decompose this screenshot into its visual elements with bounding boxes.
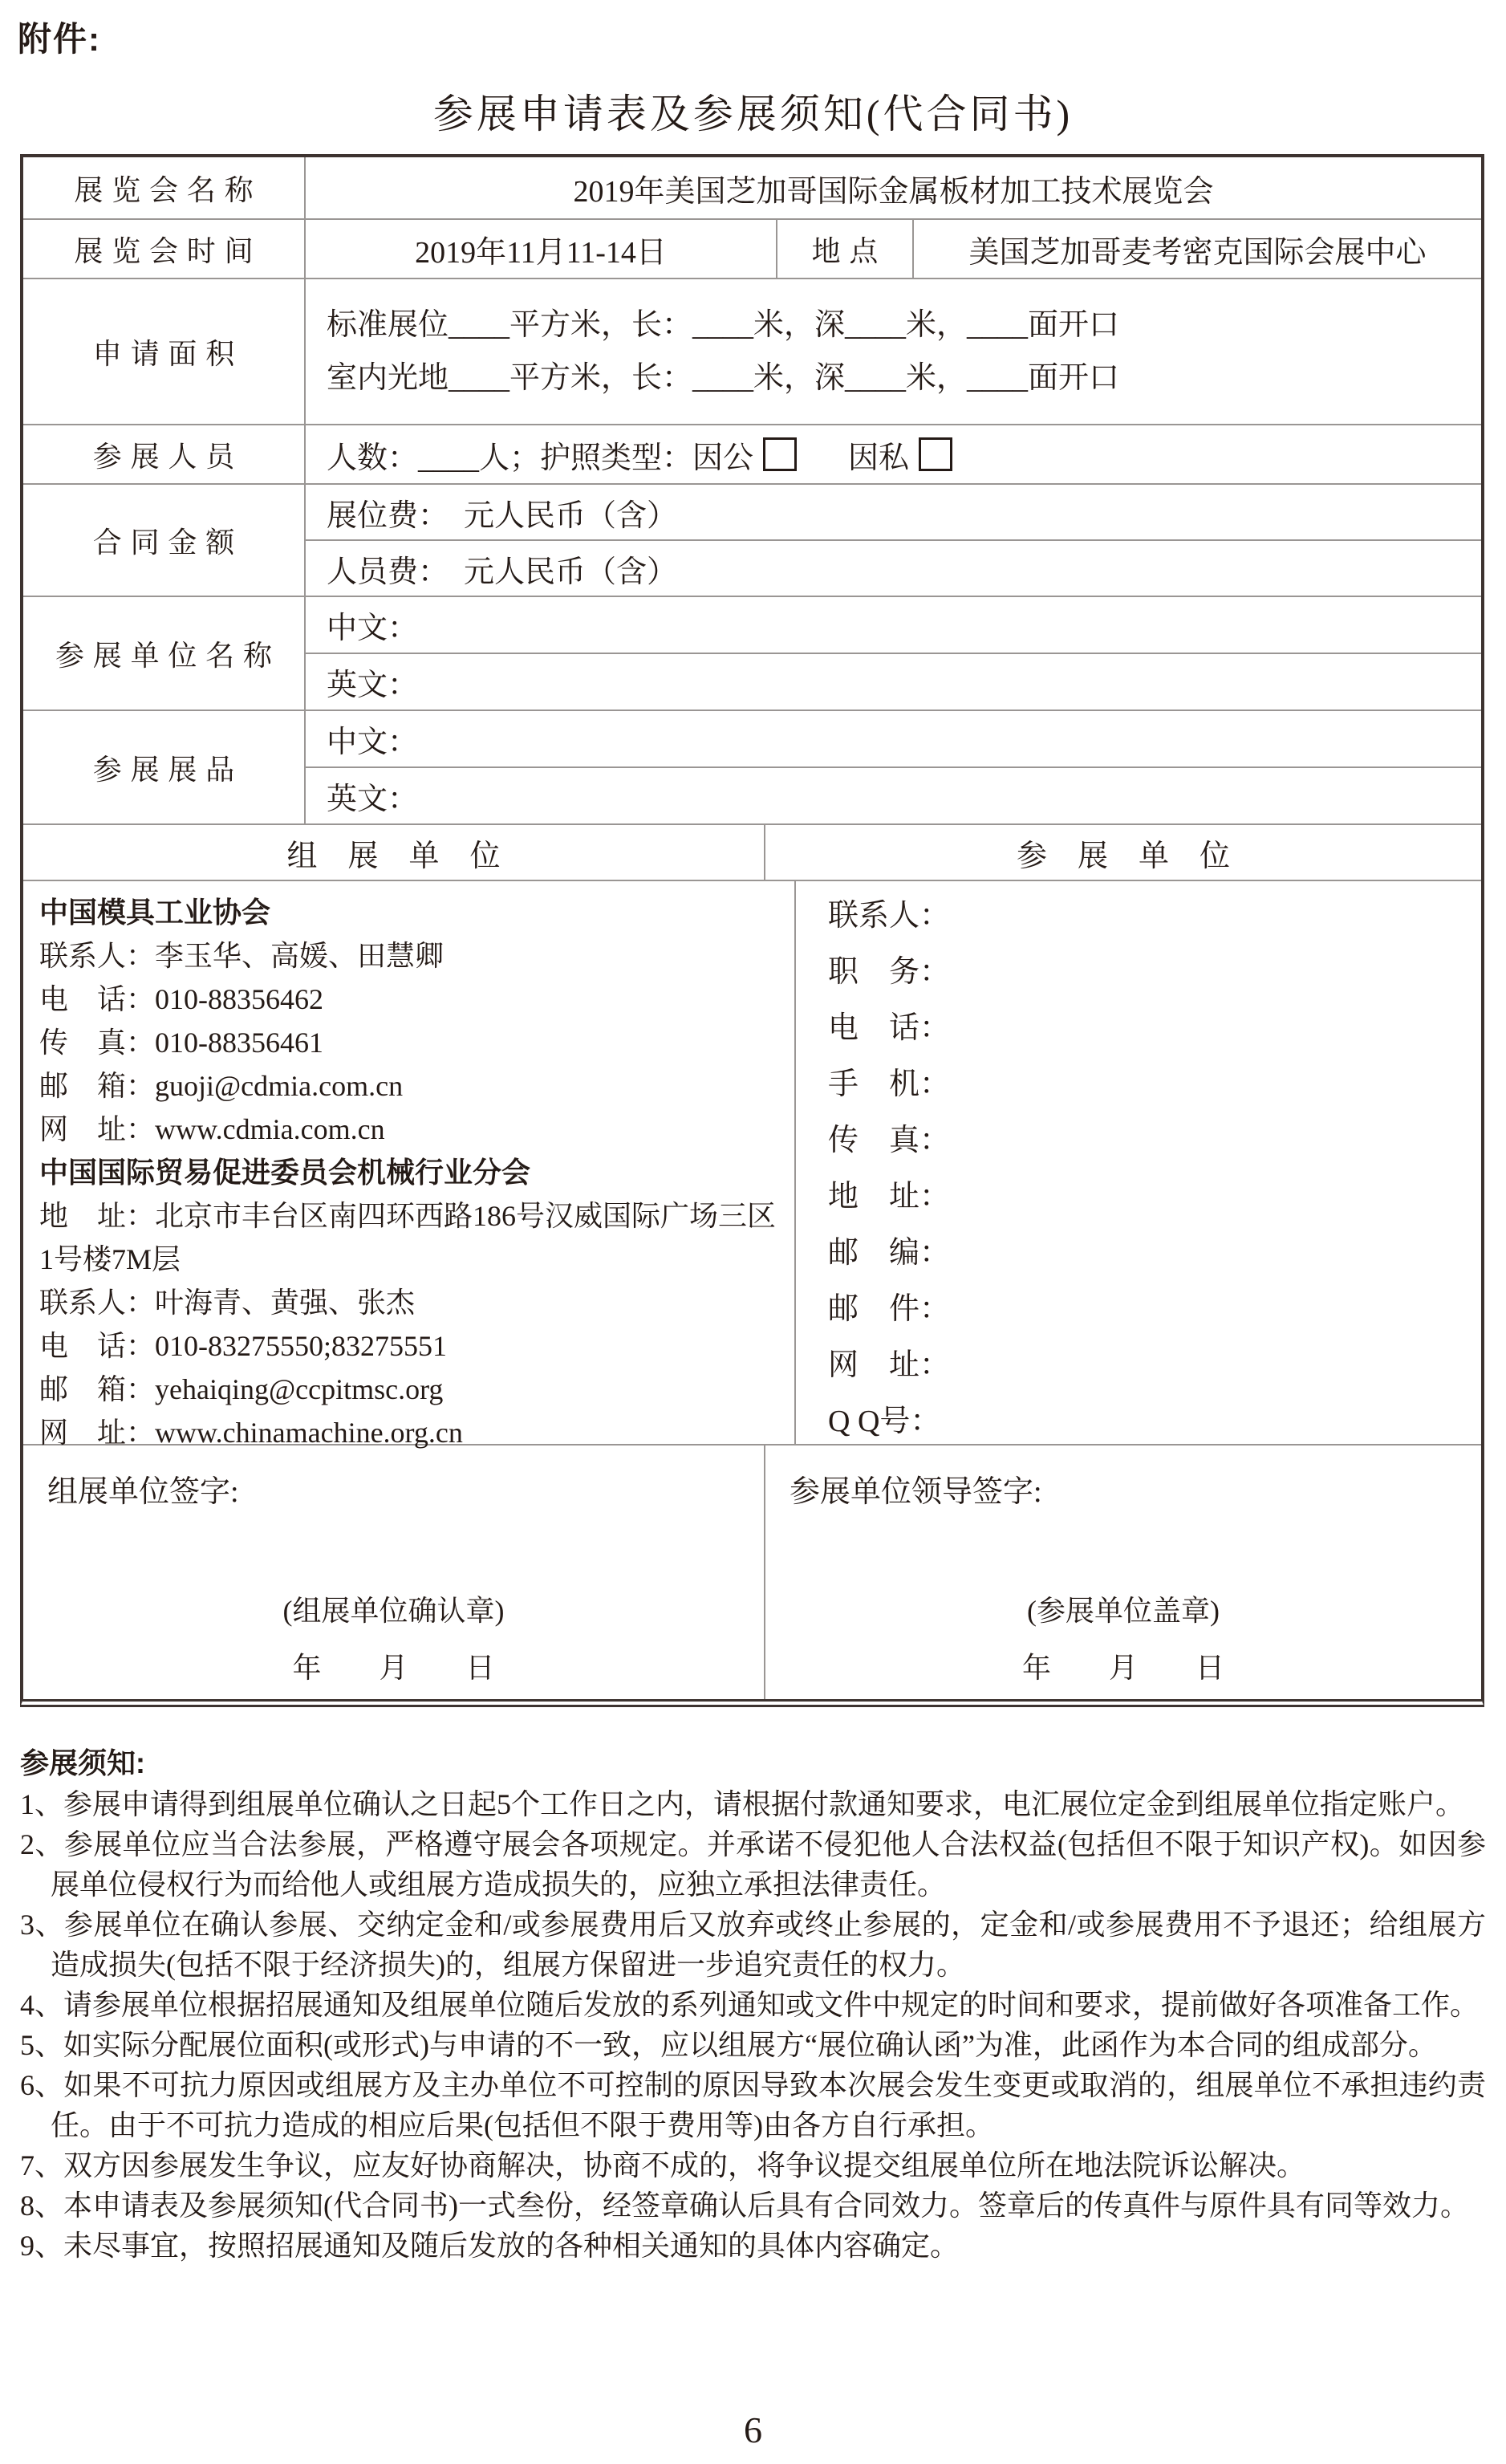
- row-exhibits: [23, 710, 1481, 823]
- exhibitor-field-fax: 传 真：: [828, 1124, 951, 1157]
- notice-item: 6、如果不可抗力原因或组展方及主办单位不可控制的原因导致本次展会发生变更或取消的，组展单位不承担违约责任。由于不可抗力造成的相应后果(包括但不限于费用等)由各方自行承担。: [20, 2069, 1486, 2141]
- page-number: 6: [744, 2409, 762, 2450]
- notice-item: 9、未尽事宜，按照招展通知及随后发放的各种相关通知的具体内容确定。: [20, 2230, 960, 2262]
- organizer-info-line: 网 址：www.chinamachine.org.cn: [39, 1417, 463, 1449]
- organizer-info-line: 电 话：010-83275550;83275551: [39, 1330, 447, 1362]
- organizer-signature-label: 组展单位签字:: [47, 1475, 239, 1509]
- exhibits-english: 英文：: [306, 766, 1481, 823]
- organizer-name-2: 中国国际贸易促进委员会机械行业分会: [39, 1156, 531, 1189]
- exhibition-time-value: 2019年11月11-14日: [304, 220, 776, 278]
- organizer-info-line: 邮 箱：guoji@cdmia.com.cn: [39, 1070, 404, 1102]
- notice-item: 5、如实际分配展位面积(或形式)与申请的不一致，应以组展方“展位确认函”为准，此函作为本合同的组成部分。: [20, 2029, 1437, 2061]
- passport-private-label: 因私: [848, 441, 910, 475]
- exhibition-time-label: 展览会时间: [74, 234, 262, 267]
- notice-title: 参展须知:: [20, 1746, 145, 1779]
- page-title: 参展申请表及参展须知(代合同书): [432, 91, 1074, 136]
- passport-private-checkbox: [919, 437, 952, 471]
- exhibitor-field-email: 邮 件：: [828, 1292, 951, 1326]
- booth-fee-line: 展位费： 元人民币（含）: [327, 498, 678, 533]
- row-section-headers: [23, 823, 1481, 880]
- exhibits-label: 参展展品: [92, 753, 243, 786]
- notice-item: 4、请参展单位根据招展通知及组展单位随后发放的系列通知或文件中规定的时间和要求，提前做好各项准备工作。: [20, 1989, 1480, 2021]
- application-form-table: [20, 154, 1484, 1707]
- organizer-stamp-note: (组展单位确认章): [282, 1595, 505, 1627]
- organizer-info-line: 联系人：叶海青、黄强、张杰: [39, 1287, 416, 1319]
- company-name-values: [304, 597, 1481, 710]
- exhibits-chinese: 中文：: [327, 726, 419, 759]
- passport-official-label: 因公: [692, 441, 754, 475]
- organizer-info-line: 邮 箱：yehaiqing@ccpitmsc.org: [39, 1373, 444, 1405]
- exhibitor-field-address: 地 址：: [828, 1180, 951, 1214]
- applied-area-value: [304, 279, 1481, 424]
- company-name-english: 英文：: [306, 653, 1481, 710]
- exhibits-values: [304, 711, 1481, 823]
- row-contract-amount: [23, 483, 1481, 596]
- row-exhibition-time: [23, 218, 1481, 278]
- exhibitor-field-qq: Q Q号：: [828, 1405, 941, 1438]
- location-value: 美国芝加哥麦考密克国际会展中心: [912, 220, 1481, 278]
- exhibition-name-label: 展览会名称: [74, 173, 262, 206]
- contract-amount-label: 合同金额: [92, 526, 243, 559]
- exhibition-name-value: 2019年美国芝加哥国际金属板材加工技术展览会: [304, 157, 1481, 218]
- organizer-signature-block: [23, 1445, 764, 1699]
- notice-item: 1、参展申请得到组展单位确认之日起5个工作日之内，请根据付款通知要求，电汇展位定金到组展单位指定账户。: [20, 1788, 1465, 1820]
- row-exhibition-name: [23, 157, 1481, 218]
- exhibitor-stamp-note: (参展单位盖章): [1027, 1595, 1220, 1627]
- exhibitor-field-website: 网 址：: [828, 1348, 951, 1382]
- raw-space-line: 室内光地____平方米，长：____米，深____米，____面开口: [327, 361, 1120, 395]
- applied-area-label: 申请面积: [92, 337, 243, 370]
- exhibitor-field-zip: 邮 编：: [828, 1236, 951, 1270]
- personnel-count-text: 人数：____人；护照类型：: [327, 441, 693, 475]
- personnel-value: [304, 425, 1481, 483]
- row-signatures: [23, 1444, 1481, 1699]
- exhibitor-signature-block: [764, 1445, 1481, 1699]
- exhibitor-field-contact: 联系人：: [828, 899, 951, 933]
- exhibitor-header: 参 展 单 位: [764, 825, 1481, 880]
- row-contact-info: [23, 880, 1481, 1449]
- organizer-info-line: 电 话：010-88356462: [39, 983, 323, 1015]
- organizer-name-1: 中国模具工业协会: [39, 896, 271, 929]
- location-label: 地点: [776, 220, 912, 278]
- exhibition-notice: [20, 1742, 1486, 2266]
- exhibitor-field-mobile: 手 机：: [828, 1067, 951, 1101]
- row-personnel: [23, 424, 1481, 483]
- notice-item: 7、双方因参展发生争议，应友好协商解决，协商不成的，将争议提交组展单位所在地法院诉讼解决。: [20, 2149, 1306, 2181]
- notice-item: 8、本申请表及参展须知(代合同书)一式叁份，经签章确认后具有合同效力。签章后的传真件与原件具有同等效力。: [20, 2190, 1469, 2222]
- organizer-date-line: 年 月 日: [292, 1652, 495, 1684]
- passport-official-checkbox: [763, 437, 797, 471]
- exhibitor-field-position: 职 务：: [828, 955, 951, 989]
- personnel-fee-line: 人员费： 元人民币（含）: [306, 539, 1481, 596]
- exhibitor-signature-label: 参展单位领导签字:: [790, 1475, 1042, 1509]
- exhibitor-field-phone: 电 话：: [828, 1011, 951, 1045]
- organizer-info-line: 联系人：李玉华、高媛、田慧卿: [39, 940, 444, 972]
- organizer-info: [23, 881, 794, 1449]
- exhibitor-date-line: 年 月 日: [1021, 1652, 1224, 1684]
- row-applied-area: [23, 278, 1481, 424]
- organizer-info-line: 地 址：北京市丰台区南四环西路186号汉威国际广场三区1号楼7M层: [39, 1200, 777, 1275]
- attachment-label: 附件:: [18, 20, 101, 58]
- company-name-chinese: 中文：: [327, 612, 419, 645]
- exhibitor-form: [794, 881, 1481, 1444]
- contract-amount-values: [304, 485, 1481, 596]
- personnel-label: 参展人员: [92, 440, 243, 473]
- organizer-info-line: 传 真：010-88356461: [39, 1027, 323, 1059]
- organizer-info-line: 网 址：www.cdmia.com.cn: [39, 1113, 385, 1145]
- company-name-label: 参展单位名称: [55, 639, 281, 672]
- notice-item: 2、参展单位应当合法参展，严格遵守展会各项规定。并承诺不侵犯他人合法权益(包括但不限于知识产权)。如因参展单位侵权行为而给他人或组展方造成损失的，应独立承担法律责任。: [20, 1828, 1486, 1901]
- standard-booth-line: 标准展位____平方米，长：____米，深____米，____面开口: [327, 308, 1120, 342]
- notice-item: 3、参展单位在确认参展、交纳定金和/或参展费用后又放弃或终止参展的，定金和/或参展费用不予退还；给组展方造成损失(包括不限于经济损失)的，组展方保留进一步追究责任的权力。: [20, 1909, 1486, 1981]
- organizer-header: 组 展 单 位: [286, 839, 501, 873]
- row-company-name: [23, 596, 1481, 710]
